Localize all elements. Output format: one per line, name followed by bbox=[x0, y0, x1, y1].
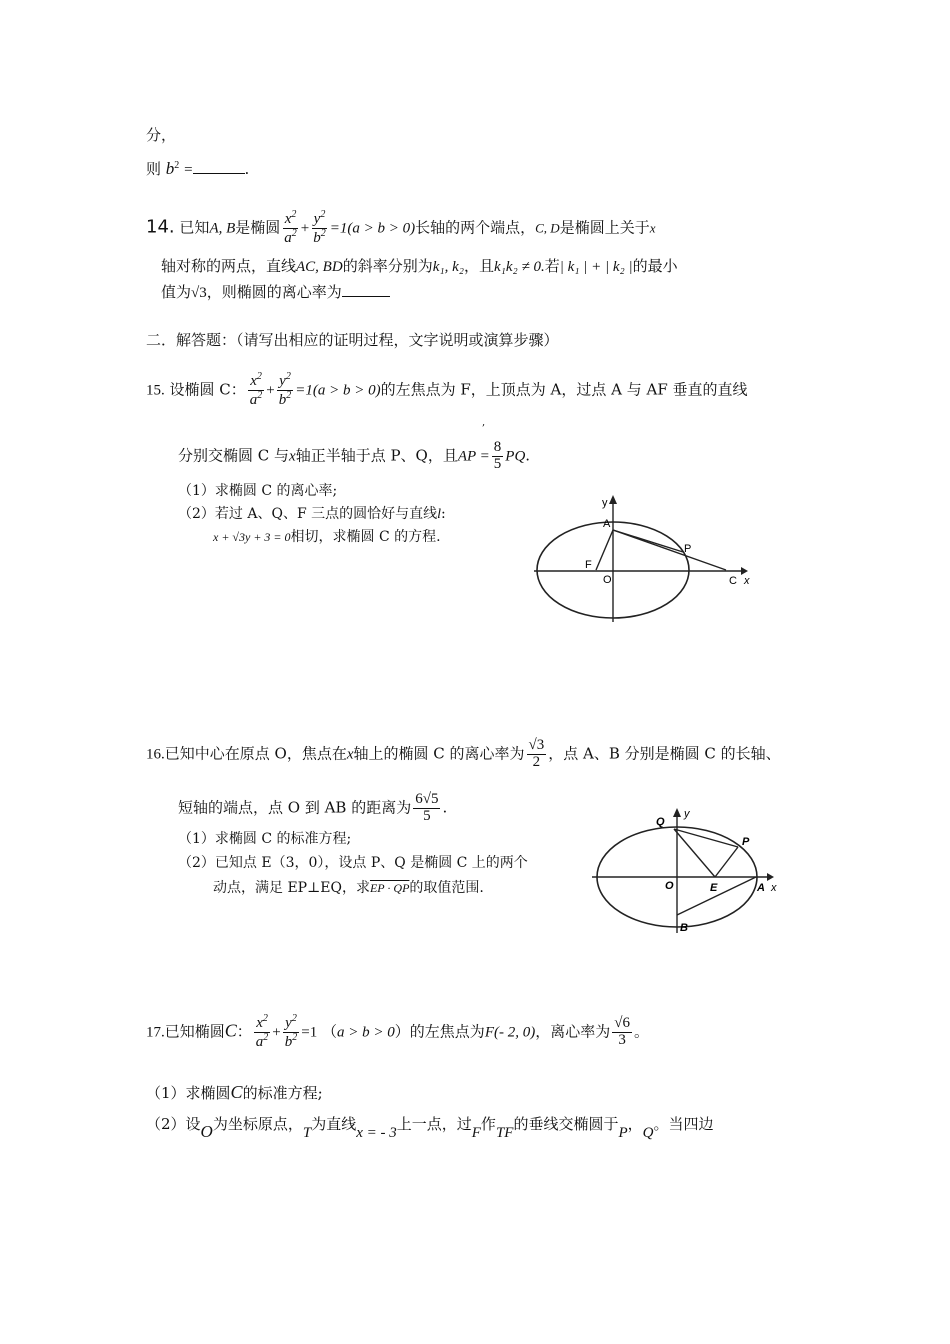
q15-frac-x: $\frac{x^2}{a^2}$ bbox=[249, 371, 263, 408]
q17-eccentricity: $\frac{√6}{3}$ bbox=[614, 1015, 630, 1048]
q15-AP: AP = bbox=[457, 448, 490, 465]
q17-sub2: （2）设O为坐标原点，T为直线x = - 3上一点，过F作TF的垂线交椭圆于P，Q。当四边 bbox=[146, 1115, 714, 1141]
q17-C: C bbox=[224, 1020, 237, 1041]
q14-x: x bbox=[649, 220, 656, 236]
q14-k1k2: k₁, k₂ bbox=[432, 259, 464, 275]
q14-abs: | k₁ | + | k₂ | bbox=[559, 259, 633, 275]
q15-sub2-b: x + √3y + 3 = 0相切，求椭圆 C 的方程. bbox=[213, 529, 441, 545]
q15-frac: $\frac{8}{5}$ bbox=[493, 439, 502, 472]
q14-text-10: 值为 bbox=[161, 283, 192, 301]
period: . bbox=[244, 160, 250, 178]
q17-F: F bbox=[471, 1125, 481, 1141]
q15-text-4: 轴正半轴于点 P、Q，且 bbox=[295, 446, 458, 465]
q15-label-y: y bbox=[602, 497, 608, 509]
q16-label-x: x bbox=[771, 882, 777, 894]
q16-line1 bbox=[146, 738, 781, 771]
q16-text-4: 短轴的端点，点 O 到 AB 的距离为 bbox=[178, 798, 412, 817]
q16-sub2-b: 动点，满足 EP⊥EQ，求EP · QP的取值范围. bbox=[213, 880, 484, 896]
section-heading: 二．解答题：（请写出相应的证明过程，文字说明或演算步骤） bbox=[146, 331, 559, 349]
q16-sub2-a: （2）已知点 E（3，0），设点 P、Q 是椭圆 C 上的两个 bbox=[178, 855, 528, 871]
q14-text-3: 长轴的两个端点， bbox=[415, 218, 536, 237]
q16-y-arrow bbox=[673, 808, 681, 817]
q16-line2: 短轴的端点，点 O 到 AB 的距离为 $\frac{6√5}{5}$ . bbox=[178, 791, 448, 824]
q16-label-E: E bbox=[710, 882, 718, 894]
q14-answer-blank[interactable] bbox=[342, 296, 390, 297]
q15-label-A: A bbox=[603, 518, 611, 530]
q14-text-9: 的最小 bbox=[632, 257, 678, 275]
q17-T: T bbox=[302, 1125, 312, 1141]
q15-figure bbox=[526, 490, 766, 626]
q17-condition: a > b > 0 bbox=[337, 1024, 395, 1041]
q15-label-F: F bbox=[585, 559, 592, 571]
q14-text-5: 轴对称的两点，直线 bbox=[161, 257, 297, 275]
q16-label-B: B bbox=[680, 922, 688, 934]
q14-frac-x: $\frac{x^2}{a^2}$ bbox=[284, 209, 297, 246]
q16-label-y: y bbox=[684, 808, 690, 820]
q16-x: x bbox=[346, 746, 354, 763]
q17-line1: 17.已知椭圆C： $\frac{x^2}{a^2}$ + $\frac{y^2}{b^2}$ =1 （a > b > 0）的左焦点为F(- 2, 0)，离心率为 $\frac{√6}{3}$ 。 bbox=[146, 1013, 649, 1050]
q14-CD: C, D bbox=[535, 220, 560, 236]
q17-frac-y: $\frac{y^2}{b^2}$ bbox=[284, 1013, 298, 1050]
q15-text-1: 设椭圆 C： bbox=[169, 380, 246, 399]
q14-AB: A, B bbox=[209, 220, 236, 237]
q16-vector-expr: EP · QP bbox=[369, 881, 410, 895]
q17-focus: F(- 2, 0) bbox=[484, 1024, 536, 1041]
q16-eccentricity: $\frac{√3}{2}$ bbox=[528, 737, 545, 770]
q16-seg-EP bbox=[715, 847, 738, 877]
q17-text-1: 已知椭圆 bbox=[164, 1022, 225, 1041]
q15-condition: =1(a > b > 0) bbox=[295, 382, 381, 399]
q14-line1: 14. 已知A, B是椭圆 $\frac{x^2}{a^2}$ + $\frac{y^2}{b^2}$ =1(a > b > 0)长轴的两个端点，C, D是椭圆上关于x bbox=[146, 209, 656, 246]
q17-number: 17. bbox=[146, 1024, 165, 1041]
q15-label-P: P bbox=[684, 543, 692, 555]
q14-text-1: 已知 bbox=[179, 218, 210, 237]
q14-k1k2-ne: k₁k₂ ≠ 0. bbox=[493, 259, 545, 275]
q15-label-O: O bbox=[603, 574, 612, 586]
q14-text-2: 是椭圆 bbox=[235, 218, 281, 237]
q14-frac-y: $\frac{y^2}{b^2}$ bbox=[313, 209, 326, 246]
q15-sub1: （1）求椭圆 C 的离心率; bbox=[178, 483, 338, 499]
stray-comma: , bbox=[482, 417, 486, 428]
q15-frac-y: $\frac{y^2}{b^2}$ bbox=[278, 371, 292, 408]
continued-text: 分， bbox=[146, 126, 177, 144]
answer-line-b2 bbox=[146, 160, 249, 178]
q14-condition: =1(a > b > 0) bbox=[329, 220, 416, 237]
prefix-text: 则 bbox=[146, 160, 162, 178]
q14-text-7: ，且 bbox=[463, 257, 494, 275]
q14-text-6: 的斜率分别为 bbox=[342, 257, 433, 275]
q16-label-O: O bbox=[665, 880, 674, 892]
exponent: 2 bbox=[174, 160, 180, 171]
q15-x: x bbox=[289, 448, 296, 465]
q14-sqrt3: √3 bbox=[191, 285, 207, 301]
q15-line1: 15. 设椭圆 C： $\frac{x^2}{a^2}$ + $\frac{y^2}{b^2}$ =1(a > b > 0)的左焦点为 F，上顶点为 A，过点 A 与 AF 垂直的直线 bbox=[146, 371, 748, 408]
q16-figure bbox=[590, 805, 790, 937]
q17-TF: TF bbox=[495, 1125, 514, 1141]
q16-number: 16. bbox=[146, 746, 165, 763]
q14-text-4: 是椭圆上关于 bbox=[559, 218, 650, 237]
q15-text-3: 分别交椭圆 C 与 bbox=[178, 446, 290, 465]
q16-label-P: P bbox=[742, 836, 750, 848]
q16-text-1: 已知中心在原点 O，焦点在 bbox=[164, 744, 347, 763]
q15-line2 bbox=[178, 440, 530, 473]
equals: = bbox=[184, 162, 193, 178]
q17-Q: Q bbox=[642, 1125, 654, 1141]
q14-line2 bbox=[161, 259, 678, 275]
q17-frac-x: $\frac{x^2}{a^2}$ bbox=[255, 1013, 269, 1050]
q16-label-Q: Q bbox=[656, 816, 665, 828]
q14-line3 bbox=[161, 285, 390, 301]
var-b: b bbox=[165, 159, 175, 178]
q15-label-Q: C bbox=[729, 575, 737, 587]
q14-text-11: ，则椭圆的离心率为 bbox=[206, 283, 342, 301]
q15-text-2: 的左焦点为 F，上顶点为 A，过点 A 与 AF 垂直的直线 bbox=[380, 380, 748, 399]
q16-text-2: 轴上的椭圆 C 的离心率为 bbox=[353, 744, 525, 763]
q15-l: l bbox=[437, 507, 441, 522]
q15-label-x: x bbox=[744, 575, 750, 587]
q15-line-eq: x + √3y + 3 = 0 bbox=[213, 530, 291, 544]
q16-x-arrow bbox=[767, 873, 774, 881]
answer-blank[interactable] bbox=[193, 173, 245, 174]
q16-seg-QE bbox=[674, 829, 715, 877]
q14-text-8: 若 bbox=[544, 257, 560, 275]
q17-sub1: （1）求椭圆C的标准方程; bbox=[146, 1082, 323, 1102]
q15-sub2-a: （2）若过 A、Q、F 三点的圆恰好与直线l: bbox=[178, 506, 446, 522]
q16-distance: $\frac{6√5}{5}$ bbox=[415, 791, 439, 824]
q15-period: . bbox=[525, 446, 531, 465]
q17-line-eq: x = - 3 bbox=[356, 1125, 397, 1141]
q17-text-2: 的左焦点为 bbox=[409, 1022, 485, 1041]
q16-label-A: A bbox=[757, 882, 765, 894]
q14-ACBD: AC, BD bbox=[296, 259, 343, 275]
q16-text-3: ，点 A、B 分别是椭圆 C 的长轴、 bbox=[548, 744, 781, 763]
q15-PQ: PQ bbox=[505, 448, 526, 465]
q17-O: O bbox=[200, 1122, 213, 1141]
q14-number: 14. bbox=[146, 216, 175, 238]
q17-text-3: ，离心率为 bbox=[535, 1022, 611, 1041]
q17-P: P bbox=[618, 1125, 628, 1141]
q15-number: 15. bbox=[146, 382, 165, 399]
q16-sub1: （1）求椭圆 C 的标准方程; bbox=[178, 831, 352, 847]
